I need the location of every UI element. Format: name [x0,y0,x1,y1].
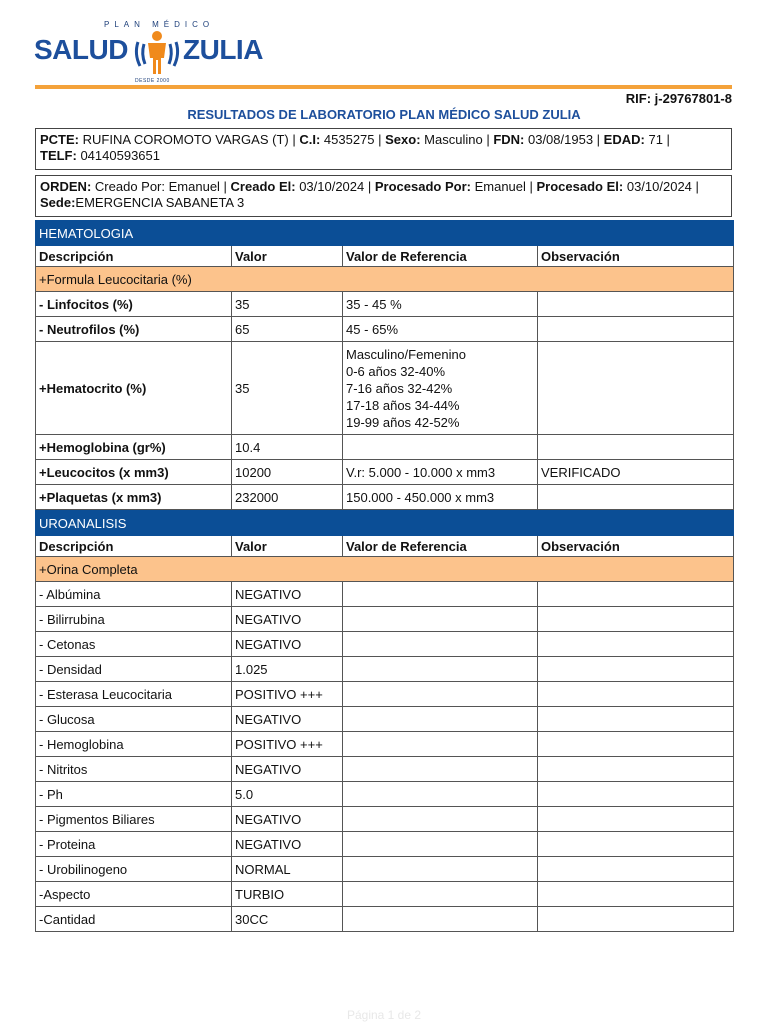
col-ref: Valor de Referencia [343,246,538,267]
patient-age: 71 [648,132,663,147]
row-ref [343,582,538,607]
row-desc: - Pigmentos Biliares [36,807,232,832]
row-ref: 35 - 45 % [343,292,538,317]
row-ref [343,782,538,807]
group-title: +Orina Completa [36,557,734,582]
creado-por: Emanuel [168,179,220,194]
row-obs [538,807,734,832]
table-row [36,607,734,632]
row-value: NEGATIVO [232,582,343,607]
creado-el: 03/10/2024 [299,179,365,194]
ref-line: 19-99 años 42-52% [346,414,460,430]
patient-ci: 4535275 [323,132,375,147]
row-value: 232000 [232,485,343,510]
row-desc: - Densidad [36,657,232,682]
document-title: RESULTADOS DE LABORATORIO PLAN MÉDICO SALUD ZULIA [187,107,581,122]
row-ref [343,907,538,932]
row-obs [538,882,734,907]
col-valor: Valor [232,536,343,557]
table-row [36,485,734,510]
row-obs [538,582,734,607]
table-row [36,292,734,317]
row-obs [538,707,734,732]
procesado-por: Emanuel [474,179,526,194]
row-ref: V.r: 5.000 - 10.000 x mm3 [343,460,538,485]
group-row [36,267,734,292]
row-ref: 45 - 65% [343,317,538,342]
row-value: NEGATIVO [232,607,343,632]
page-number: Página 1 de 2 [346,1008,422,1022]
row-ref: 150.000 - 450.000 x mm3 [343,485,538,510]
fdn-label: FDN: [493,132,525,147]
row-desc: - Linfocitos (%) [36,292,232,317]
table-row [36,907,734,932]
hematologia-table [35,220,734,510]
row-desc: - Urobilinogeno [36,857,232,882]
sede-label: Sede: [40,195,76,210]
ref-line: 0-6 años 32-40% [346,363,446,379]
section-header-uroanalisis [36,511,734,536]
row-value: 10.4 [232,435,343,460]
table-row [36,342,734,435]
row-ref [343,857,538,882]
table-row [36,807,734,832]
row-desc: +Hematocrito (%) [36,342,232,435]
sexo-label: Sexo: [385,132,421,147]
table-row [36,632,734,657]
row-desc: - Glucosa [36,707,232,732]
column-header-row [36,246,734,267]
ref-line: 17-18 años 34-44% [346,397,460,413]
row-obs [538,435,734,460]
row-desc: - Albúmina [36,582,232,607]
row-obs [538,732,734,757]
row-desc: - Esterasa Leucocitaria [36,682,232,707]
person-icon [132,28,182,76]
patient-dob: 03/08/1953 [527,132,594,147]
row-ref [343,882,538,907]
row-ref [343,757,538,782]
row-desc: - Neutrofilos (%) [36,317,232,342]
row-value: NEGATIVO [232,632,343,657]
col-desc: Descripción [36,536,232,557]
row-value: 30CC [232,907,343,932]
table-row [36,732,734,757]
row-ref [343,342,538,435]
order-info-box: ORDEN: Creado Por: Emanuel | Creado El: 03/10/2024 | Procesado Por: Emanuel | Procesado El: 03/10/2024 | Sede:EMERGENCIA SABANETA 3 [35,175,732,217]
row-desc: - Hemoglobina [36,732,232,757]
row-obs [538,907,734,932]
column-header-row [36,536,734,557]
header-divider [35,85,732,89]
table-row [36,857,734,882]
patient-sex: Masculino [424,132,483,147]
logo-tagline: PLAN MÉDICO [104,20,215,29]
pcte-label: PCTE: [40,132,79,147]
row-ref [343,807,538,832]
row-obs [538,292,734,317]
creado-el-label: Creado El: [230,179,296,194]
row-obs [538,782,734,807]
section-title: HEMATOLOGIA [36,221,734,246]
row-desc: -Cantidad [36,907,232,932]
row-ref [343,707,538,732]
table-row [36,460,734,485]
table-row [36,832,734,857]
telf-label: TELF: [40,148,77,163]
uroanalisis-table [35,510,734,932]
row-ref [343,657,538,682]
row-ref [343,732,538,757]
row-ref [343,832,538,857]
row-ref [343,607,538,632]
patient-phone: 04140593651 [80,148,160,163]
row-value: 1.025 [232,657,343,682]
row-desc: - Proteina [36,832,232,857]
row-desc: - Bilirrubina [36,607,232,632]
row-obs [538,682,734,707]
row-desc: +Leucocitos (x mm3) [36,460,232,485]
ci-label: C.I: [299,132,321,147]
row-value: NEGATIVO [232,707,343,732]
creado-por-label: Creado Por: [94,179,165,194]
row-value: 65 [232,317,343,342]
row-desc: +Hemoglobina (gr%) [36,435,232,460]
row-obs [538,832,734,857]
row-value: NEGATIVO [232,757,343,782]
row-value: NEGATIVO [232,832,343,857]
ref-line: Masculino/Femenino [346,346,466,362]
row-ref [343,682,538,707]
row-desc: -Aspecto [36,882,232,907]
row-desc: +Plaquetas (x mm3) [36,485,232,510]
row-desc: - Ph [36,782,232,807]
row-desc: - Cetonas [36,632,232,657]
patient-info-box: PCTE: RUFINA COROMOTO VARGAS (T) | C.I: 4535275 | Sexo: Masculino | FDN: 03/08/1953 | EDAD: 71 | TELF: 04140593651 [35,128,732,170]
col-ref: Valor de Referencia [343,536,538,557]
col-desc: Descripción [36,246,232,267]
procesado-el-label: Procesado El: [536,179,624,194]
row-obs: VERIFICADO [538,460,734,485]
table-row [36,317,734,342]
row-obs [538,607,734,632]
section-title: UROANALISIS [36,511,734,536]
row-obs [538,342,734,435]
logo-since: DESDE 2000 [135,78,170,84]
ref-line: 7-16 años 32-42% [346,380,453,396]
table-row [36,757,734,782]
row-obs [538,857,734,882]
col-valor: Valor [232,246,343,267]
rif-number: RIF: j-29767801-8 [625,91,732,106]
logo [34,20,274,86]
table-row [36,435,734,460]
row-value: TURBIO [232,882,343,907]
patient-name: RUFINA COROMOTO VARGAS (T) [82,132,289,147]
procesado-por-label: Procesado Por: [374,179,471,194]
sede: EMERGENCIA SABANETA 3 [75,195,245,210]
row-value: 35 [232,292,343,317]
table-row [36,682,734,707]
table-row [36,707,734,732]
group-row [36,557,734,582]
row-obs [538,632,734,657]
row-ref [343,632,538,657]
edad-label: EDAD: [603,132,645,147]
row-ref [343,435,538,460]
row-obs [538,757,734,782]
procesado-el: 03/10/2024 [626,179,692,194]
row-obs [538,657,734,682]
row-desc: - Nitritos [36,757,232,782]
group-title: +Formula Leucocitaria (%) [36,267,734,292]
row-value: 35 [232,342,343,435]
col-obs: Observación [538,536,734,557]
row-obs [538,317,734,342]
row-obs [538,485,734,510]
col-obs: Observación [538,246,734,267]
table-row [36,657,734,682]
section-header-hematologia [36,221,734,246]
row-value: POSITIVO +++ [232,682,343,707]
logo-word-left: SALUD [34,34,128,65]
table-row [36,582,734,607]
row-value: NORMAL [232,857,343,882]
row-value: NEGATIVO [232,807,343,832]
row-value: 10200 [232,460,343,485]
table-row [36,782,734,807]
row-value: 5.0 [232,782,343,807]
row-value: POSITIVO +++ [232,732,343,757]
orden-label: ORDEN: [40,179,92,194]
logo-word-right: ZULIA [183,34,263,65]
table-row [36,882,734,907]
